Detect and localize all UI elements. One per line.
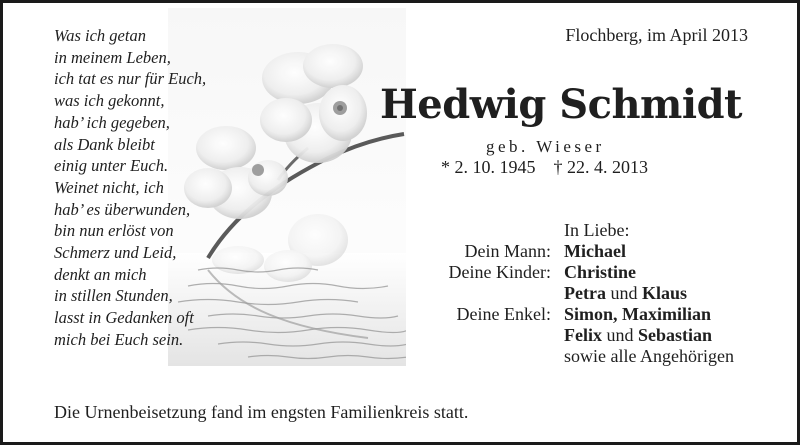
children-names: [564, 283, 687, 304]
family-row-grandchildren-2: [403, 325, 763, 346]
child-name-text: Christine: [564, 262, 636, 282]
poem-line: ich tat es nur für Euch,: [54, 69, 207, 89]
family-row-relatives: [403, 346, 763, 367]
poem-line: hab’ es überwunden,: [54, 199, 191, 219]
poem-line: lasst in Gedanken oft: [54, 308, 194, 328]
poem-line: Was ich getan: [54, 26, 146, 45]
conjunction: und: [605, 283, 642, 303]
children-label: Deine Kinder:: [448, 262, 551, 282]
poem: [54, 25, 206, 351]
poem-line: bin nun erlöst von: [54, 221, 174, 241]
deceased-name: Hedwig Schmidt: [380, 81, 743, 128]
poem-line: mich bei Euch sein.: [54, 329, 184, 349]
child-name-text: Klaus: [641, 283, 687, 303]
poem-line: einig unter Euch.: [54, 156, 169, 176]
husband-name: [564, 241, 626, 262]
poem-line: Schmerz und Leid,: [54, 243, 177, 263]
family-row-children-2: [403, 283, 763, 304]
child-name: [564, 262, 636, 283]
family-row-children: [403, 262, 763, 283]
grandchildren-names-2: [564, 325, 712, 346]
grandchild-name-text: Felix: [564, 325, 602, 345]
family-list: [403, 241, 763, 367]
grandchildren-names: [564, 304, 711, 325]
funeral-note: Die Urnenbeisetzung fand im engsten Familienkreis statt.: [54, 402, 469, 422]
husband-label: Dein Mann:: [464, 241, 551, 261]
conjunction: und: [602, 325, 638, 345]
grandchildren-label: Deine Enkel:: [456, 304, 551, 324]
poem-line: denkt an mich: [54, 264, 147, 284]
death-date: † 22. 4. 2013: [553, 157, 648, 177]
grandchildren-names-text: Simon, Maximilian: [564, 304, 712, 324]
poem-line: was ich gekonnt,: [54, 91, 165, 111]
child-name-text: Petra: [564, 283, 606, 303]
in-love-heading: In Liebe:: [564, 220, 630, 240]
poem-line: in stillen Stunden,: [54, 286, 173, 306]
grandchild-name-text: Sebastian: [638, 325, 713, 345]
birth-date: * 2. 10. 1945: [441, 157, 536, 177]
relatives-text: sowie alle Angehörigen: [564, 346, 734, 366]
poem-line: hab’ ich gegeben,: [54, 112, 170, 132]
family-row-grandchildren: [403, 304, 763, 325]
poem-line: Weinet nicht, ich: [54, 177, 164, 197]
poem-line: als Dank bleibt: [54, 134, 155, 154]
family-row-husband: [403, 241, 763, 262]
maiden-name: geb. Wieser: [486, 137, 605, 156]
husband-name-text: Michael: [564, 241, 626, 261]
poem-line: in meinem Leben,: [54, 47, 171, 67]
place-and-date: Flochberg, im April 2013: [565, 25, 748, 45]
life-dates: [441, 157, 648, 178]
